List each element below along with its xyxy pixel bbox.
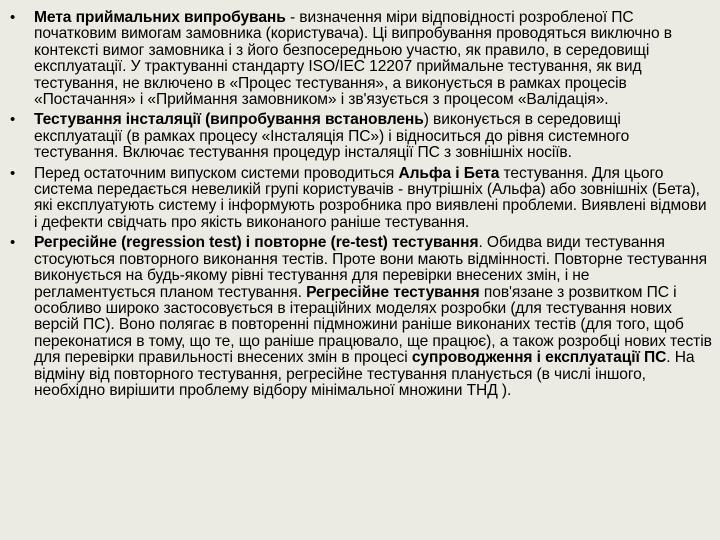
bold-term: Альфа і Бета — [398, 164, 500, 182]
bullet-text — [34, 9, 672, 108]
bullet-text — [34, 165, 707, 231]
text-run: ) виконується в середовищі експлуатації (в рамках процесу «Інсталяція ПС») і відноситься до рівня системного тестування. Включає тестування процедур інсталяції ПС з зовнішніх носіїв. — [34, 111, 630, 162]
bullet-dot-icon: • — [10, 111, 16, 129]
bullet-list — [10, 10, 712, 399]
bullet-dot-icon: • — [10, 164, 16, 182]
text-run: . На відміну від повторного тестування, регресійне тестування планується (в числі іншого, необхідно вирішити проблему відбору мінімальної множини ТНД ). — [34, 349, 695, 399]
bullet-dot-icon: • — [10, 9, 16, 26]
text-run: пов'язане з розвитком ПС і особливо широко застосовується в ітераційних моделях розробки (для тестування нових версій ПС). Воно полягає в повторенні підмножини раніше виконаних тестів (для того, щоб переконатися в тому, що те, що раніше працювало, ще працює), а також розробці нових тестів для перевірки правильності внесених змін в процесі — [34, 283, 712, 367]
text-run: . Обидва види тестування стосуються повторного виконання тестів. Проте вони мають відмінності. Повторне тестування виконується на будь-якому рівні тестування для перевірки внесених змін, і не регламентується планом тестування. — [34, 234, 707, 301]
bold-term: Тестування інсталяції (випробування встановлень — [34, 111, 424, 129]
bullet-text — [34, 234, 712, 399]
bullet-alpha-beta-testing — [10, 166, 712, 232]
bullet-dot-icon: • — [10, 234, 16, 252]
bullet-installation-testing — [10, 112, 712, 161]
bold-term: Мета приймальних випробувань — [34, 9, 286, 26]
text-run: - визначення міри відповідності розробленої ПС початковим вимогам замовника (користувача). Ці випробування проводяться виключно в контексті вимог замовника і з його безпосередньою участю, як правило, в середовищі експлуатації. У трактуванні стандарту ISO/IEC 12207 приймальне тестування, як вид тестування, не включено в «Процес тестування», а виконується в рамках процесів «Постачання» і «Приймання замовником» і зв'язується з процесом «Валідація». — [34, 9, 672, 109]
bullet-acceptance-testing — [10, 10, 712, 108]
bold-term: Регресійне тестування — [306, 283, 480, 301]
bold-term: Регресійне (regression test) і повторне (re-test) тестування — [34, 234, 479, 252]
bullet-regression-testing — [10, 235, 712, 399]
bullet-text — [34, 111, 629, 161]
bold-term: супроводження і експлуатації ПС — [411, 349, 667, 367]
text-run: Перед остаточним випуском системи проводиться — [34, 164, 399, 182]
text-run: тестування. Для цього система передається невеликій групі користувачів - внутрішніх (Альфа) або зовнішніх (Бета), які експлуатують систему і інформують розробника про виявлені проблеми. Виявлені відмови і дефекти свідчать про якість виконаного раніше тестування. — [34, 164, 707, 231]
